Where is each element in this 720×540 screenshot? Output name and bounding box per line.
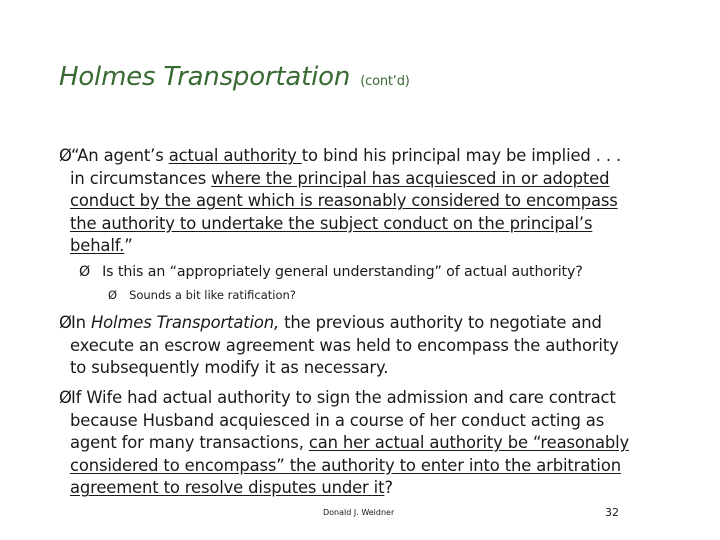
sub-sub-bullet-ratification: Ø Sounds a bit like ratification?: [108, 288, 296, 302]
bullet-line: because Husband acquiesced in a course of her conduct acting as: [70, 410, 605, 430]
bullet-arrow-icon: Ø: [59, 313, 72, 332]
sub-bullet-arrow-icon: Ø: [79, 264, 91, 280]
bullet-line: to subsequently modify it as necessary.: [70, 358, 389, 378]
footer-author: Donald J. Weidner: [323, 508, 395, 517]
bullet-line: conduct by the agent which is reasonably considered to encompass: [70, 191, 618, 211]
page-number: 32: [605, 506, 619, 519]
title-suffix: (cont’d): [360, 74, 410, 89]
bullet-line: execute an escrow agreement was held to encompass the authority: [70, 335, 619, 355]
slide-title: [59, 62, 410, 92]
sub-sub-bullet-arrow-icon: Ø: [108, 288, 118, 302]
title-main: Holmes Transportation: [59, 62, 351, 92]
bullet-line: in circumstances where the principal has acquiesced in or adopted: [70, 168, 610, 188]
bullet-line: behalf.”: [70, 236, 133, 256]
bullet-line: considered to encompass” the authority to enter into the arbitration: [70, 455, 621, 475]
bullet-wife: [59, 387, 629, 500]
bullet-line: agent for many transactions, can her actual authority be “reasonably: [70, 433, 630, 453]
bullet-holmes: [59, 312, 619, 380]
bullet-line: the authority to undertake the subject conduct on the principal’s: [70, 213, 593, 233]
bullet-line: If Wife had actual authority to sign the admission and care contract: [71, 388, 616, 407]
bullet-quote: [59, 145, 621, 258]
sub-bullet-question: Ø Is this an “appropriately general understanding” of actual authority?: [79, 264, 583, 280]
bullet-arrow-icon: Ø: [59, 388, 72, 407]
bullet-arrow-icon: Ø: [59, 146, 72, 165]
bullet-line: agreement to resolve disputes under it?: [70, 478, 393, 498]
bullet-line: “An agent’s actual authority to bind his principal may be implied . . .: [71, 146, 622, 165]
bullet-line: In Holmes Transportation, the previous authority to negotiate and: [71, 313, 602, 332]
